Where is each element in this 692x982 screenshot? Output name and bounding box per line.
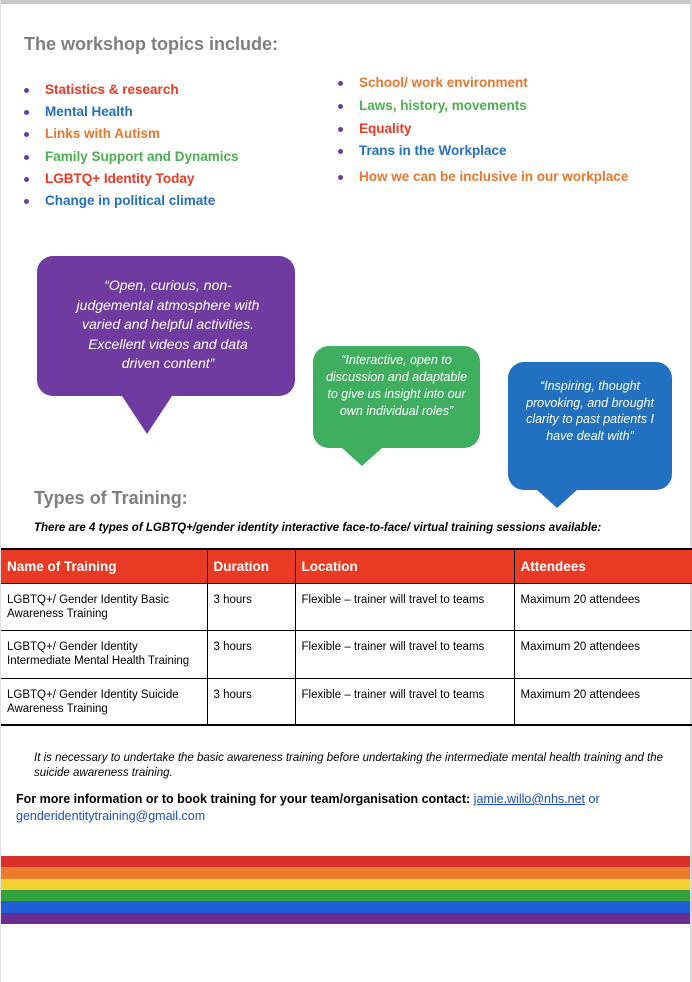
topic-item xyxy=(338,98,628,121)
column-header: Duration xyxy=(207,549,295,584)
column-header: Location xyxy=(295,549,514,584)
duration-cell: 3 hours xyxy=(207,584,295,631)
email-link-gmail[interactable]: genderidentitytraining@gmail.com xyxy=(16,809,206,823)
bullet-icon xyxy=(24,88,29,93)
rainbow-stripe-purple xyxy=(1,913,690,924)
email-link-nhs[interactable]: jamie.willo@nhs.net xyxy=(473,792,586,806)
attendees-cell: Maximum 20 attendees xyxy=(514,631,692,679)
bullet-icon xyxy=(24,177,29,182)
attendees-cell: Maximum 20 attendees xyxy=(514,584,692,631)
rainbow-stripe-blue xyxy=(1,901,690,912)
topic-label: Mental Health xyxy=(45,104,133,120)
testimonial-bubble-blue xyxy=(508,362,672,490)
testimonial-text: “Open, curious, non-judgemental atmosphere with varied and helpful activities. Excellent videos and data driven content” xyxy=(76,277,260,371)
topic-item xyxy=(24,82,239,104)
training-table xyxy=(1,548,692,726)
location-cell: Flexible – trainer will travel to teams xyxy=(295,679,514,726)
contact-info xyxy=(16,791,686,825)
attendees-cell: Maximum 20 attendees xyxy=(514,679,692,726)
column-header: Attendees xyxy=(514,549,692,584)
topic-label: Family Support and Dynamics xyxy=(45,148,239,164)
rainbow-stripe-orange xyxy=(1,867,690,878)
topic-label: Change in political climate xyxy=(45,192,216,208)
table-header-row xyxy=(1,549,692,584)
topic-item xyxy=(338,75,628,98)
topic-label: Trans in the Workplace xyxy=(359,143,507,159)
table-row xyxy=(1,584,692,631)
rainbow-stripe-yellow xyxy=(1,879,690,890)
speech-tail xyxy=(122,396,172,434)
bullet-icon xyxy=(24,110,29,115)
location-cell: Flexible – trainer will travel to teams xyxy=(295,584,514,631)
column-header: Name of Training xyxy=(1,549,207,584)
topics-list-left xyxy=(24,82,239,215)
bullet-icon xyxy=(338,175,343,180)
topic-item xyxy=(338,121,628,144)
training-name-cell: LGBTQ+/ Gender Identity Intermediate Mental Health Training xyxy=(1,631,207,679)
location-cell: Flexible – trainer will travel to teams xyxy=(295,631,514,679)
duration-cell: 3 hours xyxy=(207,679,295,726)
training-name-cell: LGBTQ+/ Gender Identity Basic Awareness Training xyxy=(1,584,207,631)
topic-label: How we can be inclusive in our workplace xyxy=(359,169,629,185)
page-left-border xyxy=(0,0,1,982)
topic-label: School/ work environment xyxy=(359,75,528,90)
topic-item xyxy=(24,104,239,126)
testimonial-text: “Inspiring, thought provoking, and brought clarity to past patients I have dealt with” xyxy=(526,379,654,443)
topics-list-right xyxy=(338,75,628,192)
table-row xyxy=(1,631,692,679)
topic-label: Laws, history, movements xyxy=(359,97,527,113)
topic-item xyxy=(24,149,239,171)
topic-item xyxy=(24,126,239,148)
topics-heading: The workshop topics include: xyxy=(24,34,279,54)
testimonial-text: “Interactive, open to discussion and adaptable to give us insight into our own individual roles” xyxy=(325,353,468,418)
table-row xyxy=(1,679,692,726)
bullet-icon xyxy=(338,104,343,109)
contact-lead: For more information or to book training for your team/organisation contact: xyxy=(16,792,471,806)
rainbow-banner xyxy=(1,856,690,924)
bullet-icon xyxy=(338,81,343,86)
prerequisite-note: It is necessary to undertake the basic awareness training before undertaking the intermediate mental health training and the suicide awareness training. xyxy=(34,752,664,779)
rainbow-stripe-red xyxy=(1,856,690,867)
testimonial-bubble-purple xyxy=(37,256,295,396)
topic-item xyxy=(338,143,628,166)
bullet-icon xyxy=(24,155,29,160)
types-of-training-heading: Types of Training: xyxy=(34,488,188,508)
topic-label: Equality xyxy=(359,120,412,136)
speech-tail xyxy=(342,448,382,466)
topic-label: LGBTQ+ Identity Today xyxy=(45,170,195,186)
bullet-icon xyxy=(24,132,29,137)
training-name-cell: LGBTQ+/ Gender Identity Suicide Awareness Training xyxy=(1,679,207,726)
rainbow-stripe-green xyxy=(1,890,690,901)
testimonial-bubble-green xyxy=(313,346,480,448)
duration-cell: 3 hours xyxy=(207,631,295,679)
page-top-border xyxy=(0,0,692,4)
speech-tail xyxy=(537,490,577,508)
bullet-icon xyxy=(338,149,343,154)
topic-label: Links with Autism xyxy=(45,126,161,142)
topic-item xyxy=(24,171,239,193)
bullet-icon xyxy=(338,127,343,132)
topic-label: Statistics & research xyxy=(45,82,179,97)
training-intro: There are 4 types of LGBTQ+/gender identity interactive face-to-face/ virtual training sessions available: xyxy=(34,522,602,534)
bullet-icon xyxy=(24,199,29,204)
topic-item xyxy=(24,193,239,215)
contact-separator: or xyxy=(588,792,600,806)
topic-item xyxy=(338,169,628,192)
